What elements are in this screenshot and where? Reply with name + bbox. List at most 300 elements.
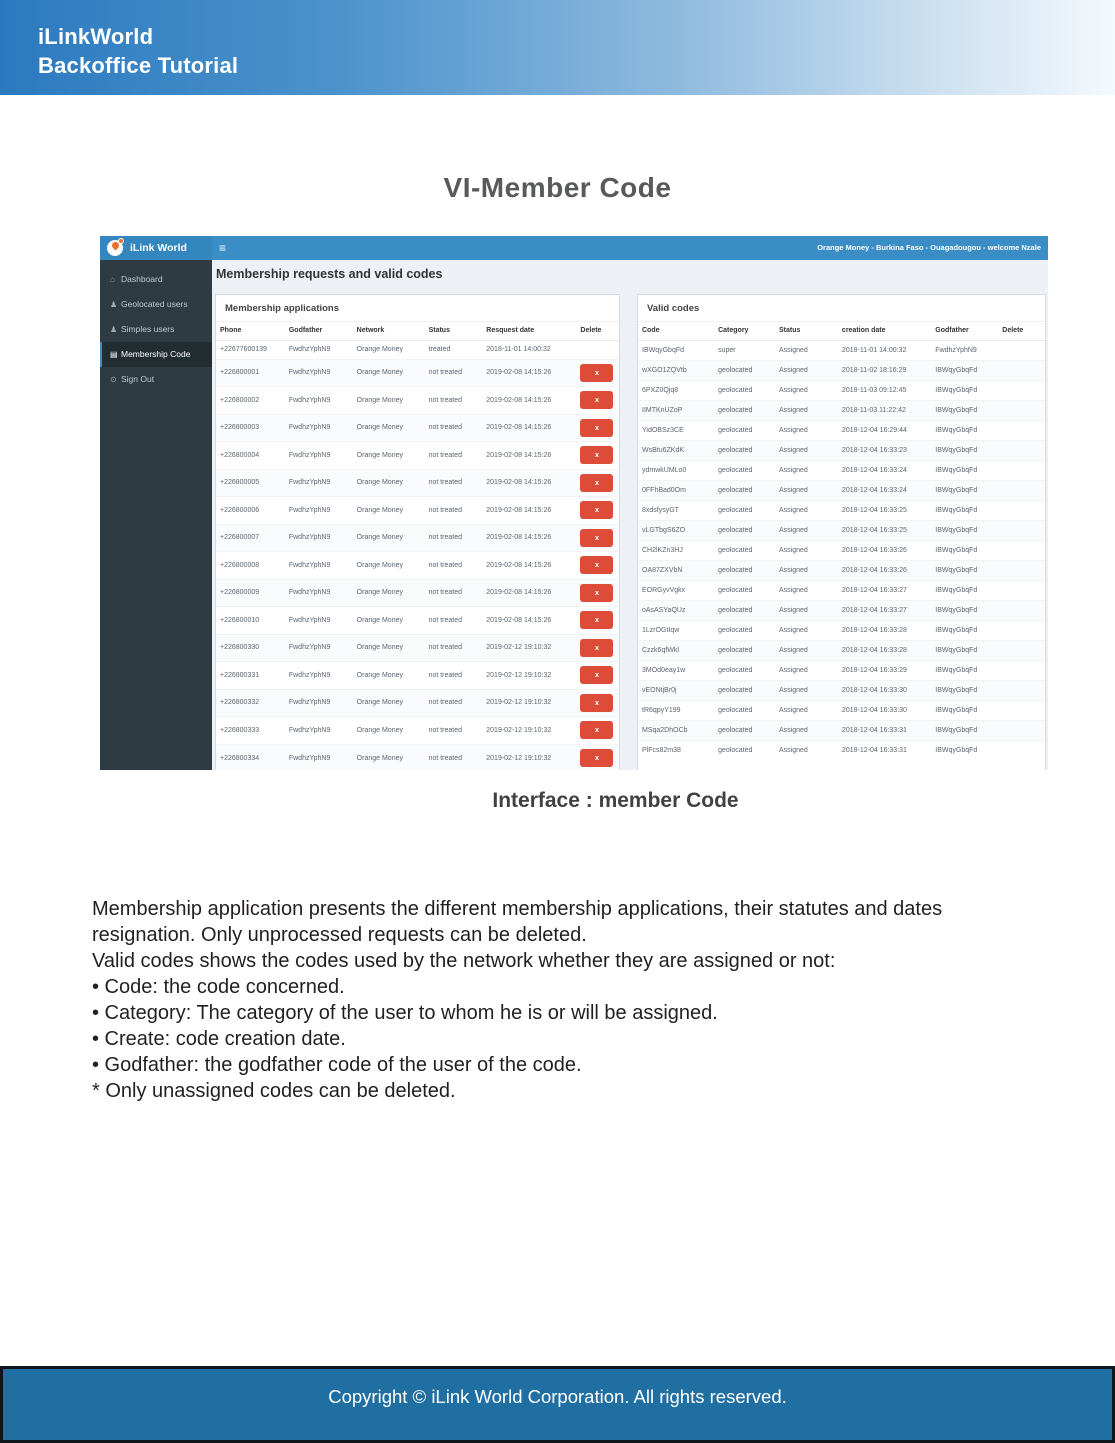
table-cell: wXGO1ZQVtb (638, 360, 714, 380)
table-cell: Assigned (775, 700, 838, 720)
applications-header-row (216, 322, 619, 340)
navbar-welcome-text: Orange Money - Burkina Faso - Ouagadougou - welcome Nzale (817, 243, 1041, 252)
delete-button[interactable]: x (580, 529, 613, 547)
table-cell: Orange Money (353, 607, 425, 635)
table-cell: ydmwkUMLo0 (638, 460, 714, 480)
table-cell: not treated (425, 607, 483, 635)
table-row (638, 720, 1045, 740)
sidebar-item-label: Geolocated users (121, 299, 188, 309)
table-cell: 2018-12-04 16:33:31 (838, 740, 931, 760)
delete-button[interactable]: x (580, 749, 613, 767)
table-cell: not treated (425, 359, 483, 387)
id-card-icon: ▤ (110, 350, 118, 359)
table-cell: geolocated (714, 380, 775, 400)
delete-cell (998, 720, 1045, 740)
table-cell: FwdhzYphN9 (285, 717, 353, 745)
table-cell: geolocated (714, 500, 775, 520)
table-cell: FwdhzYphN9 (285, 524, 353, 552)
table-cell: Assigned (775, 340, 838, 360)
table-cell: +226800334 (216, 744, 285, 770)
column-header: Godfather (285, 322, 353, 340)
table-cell: 2018-12-04 16:33:31 (838, 720, 931, 740)
table-cell: 6PXZ0Qjq8 (638, 380, 714, 400)
body-text-line: • Create: code creation date. (92, 1028, 346, 1050)
table-cell: not treated (425, 387, 483, 415)
table-cell: geolocated (714, 640, 775, 660)
table-cell: 2019-02-12 19:10:32 (482, 662, 576, 690)
codes-header-row (638, 322, 1045, 340)
hamburger-menu-icon[interactable]: ≡ (219, 241, 227, 255)
home-icon: ⌂ (110, 275, 115, 284)
table-row (638, 440, 1045, 460)
delete-cell (576, 717, 619, 745)
table-row (216, 387, 619, 415)
table-cell: EORGyvVgkx (638, 580, 714, 600)
table-cell: 2019-02-08 14:15:26 (482, 524, 576, 552)
table-cell: IBWqyGbqFd (931, 520, 998, 540)
screenshot-caption: Interface : member Code (492, 789, 739, 812)
table-cell: 2018-11-03 11:22:42 (838, 400, 931, 420)
table-row (638, 580, 1045, 600)
table-cell: Assigned (775, 420, 838, 440)
table-row (638, 660, 1045, 680)
table-cell: 2019-02-08 14:15:26 (482, 579, 576, 607)
table-cell: Assigned (775, 640, 838, 660)
table-cell: 2019-02-12 19:10:32 (482, 717, 576, 745)
table-cell: not treated (425, 497, 483, 525)
table-cell: Orange Money (353, 414, 425, 442)
delete-cell (998, 620, 1045, 640)
table-cell: FwdhzYphN9 (285, 634, 353, 662)
table-cell: FwdhzYphN9 (285, 689, 353, 717)
column-header: Godfather (931, 322, 998, 340)
table-cell: IBWqyGbqFd (931, 580, 998, 600)
delete-cell (998, 700, 1045, 720)
table-cell: Assigned (775, 500, 838, 520)
delete-button[interactable]: x (580, 639, 613, 657)
table-cell: not treated (425, 744, 483, 770)
table-cell: +226800004 (216, 442, 285, 470)
column-header: Status (425, 322, 483, 340)
table-row (216, 689, 619, 717)
table-cell: 2019-02-12 19:10:32 (482, 634, 576, 662)
table-cell: 2018-12-04 16:33:26 (838, 540, 931, 560)
column-header: Status (775, 322, 838, 340)
table-cell: IBWqyGbqFd (931, 460, 998, 480)
table-cell: geolocated (714, 420, 775, 440)
table-cell: IBWqyGbqFd (931, 600, 998, 620)
sidebar-item-sign-out[interactable] (100, 367, 212, 392)
table-cell: FwdhzYphN9 (285, 387, 353, 415)
table-cell: 2019-02-08 14:15:26 (482, 387, 576, 415)
table-row (638, 620, 1045, 640)
table-cell: geolocated (714, 580, 775, 600)
table-row (638, 520, 1045, 540)
table-cell: +226800008 (216, 552, 285, 580)
table-row (216, 662, 619, 690)
app-screenshot (100, 236, 1048, 770)
table-cell: 2018-11-02 18:16:29 (838, 360, 931, 380)
document-header-line1: iLinkWorld (38, 24, 154, 49)
table-cell: not treated (425, 634, 483, 662)
table-cell: +226800009 (216, 579, 285, 607)
table-cell: 3MOd0eay1w (638, 660, 714, 680)
users-icon: ♟ (110, 325, 118, 334)
delete-cell (998, 520, 1045, 540)
table-cell: FwdhzYphN9 (285, 340, 353, 359)
body-text-line: • Category: The category of the user to whom he is or will be assigned. (92, 1002, 718, 1024)
table-cell: +226800333 (216, 717, 285, 745)
table-cell: Assigned (775, 400, 838, 420)
column-header: Code (638, 322, 714, 340)
table-row (638, 600, 1045, 620)
table-cell: IBWqyGbqFd (931, 680, 998, 700)
table-cell: geolocated (714, 620, 775, 640)
document-footer: Copyright © iLink World Corporation. All rights reserved. (0, 1366, 1115, 1443)
sidebar-item-simples-users[interactable] (100, 317, 212, 342)
delete-cell (998, 360, 1045, 380)
table-row (216, 497, 619, 525)
delete-cell (576, 524, 619, 552)
table-row (216, 414, 619, 442)
delete-cell (576, 744, 619, 770)
delete-button[interactable]: x (580, 474, 613, 492)
table-cell: not treated (425, 414, 483, 442)
table-cell: IBWqyGbqFd (931, 560, 998, 580)
table-cell: Assigned (775, 740, 838, 760)
table-cell: IBWqyGbqFd (931, 500, 998, 520)
table-cell: FwdhzYphN9 (285, 662, 353, 690)
table-cell: Assigned (775, 360, 838, 380)
delete-cell (998, 500, 1045, 520)
table-cell: +226800006 (216, 497, 285, 525)
delete-cell (998, 560, 1045, 580)
delete-cell (576, 469, 619, 497)
table-cell: Assigned (775, 540, 838, 560)
delete-cell (998, 440, 1045, 460)
table-row (216, 442, 619, 470)
table-row (216, 524, 619, 552)
applications-table (216, 322, 619, 770)
delete-button[interactable]: x (580, 721, 613, 739)
table-cell: 2019-02-08 14:15:26 (482, 414, 576, 442)
table-row (216, 552, 619, 580)
table-cell: Orange Money (353, 634, 425, 662)
table-cell: not treated (425, 552, 483, 580)
table-cell: 1LzrOGtIqw (638, 620, 714, 640)
table-cell: Orange Money (353, 552, 425, 580)
table-cell: +226800001 (216, 359, 285, 387)
delete-button[interactable]: x (580, 364, 613, 382)
sidebar-item-geolocated-users[interactable] (100, 292, 212, 317)
sidebar-item-dashboard[interactable] (100, 267, 212, 292)
delete-cell (998, 740, 1045, 760)
delete-cell (998, 420, 1045, 440)
table-cell: Assigned (775, 560, 838, 580)
table-row (638, 420, 1045, 440)
table-row (638, 700, 1045, 720)
table-cell: super (714, 340, 775, 360)
table-row (216, 579, 619, 607)
table-cell: +226800332 (216, 689, 285, 717)
table-cell: Orange Money (353, 359, 425, 387)
table-cell: FwdhzYphN9 (285, 552, 353, 580)
table-cell: geolocated (714, 520, 775, 540)
delete-button[interactable]: x (580, 666, 613, 684)
table-cell: 2018-12-04 16:33:26 (838, 560, 931, 580)
table-row (638, 400, 1045, 420)
table-cell: geolocated (714, 740, 775, 760)
table-cell: 2018-12-04 16:29:44 (838, 420, 931, 440)
delete-cell (576, 662, 619, 690)
table-cell: +22677600139 (216, 340, 285, 359)
applications-panel-title: Membership applications (216, 295, 619, 322)
table-row (638, 360, 1045, 380)
page-title: VI-Member Code (443, 172, 672, 203)
table-row (638, 460, 1045, 480)
table-cell: Czzk6qfWkl (638, 640, 714, 660)
column-header: Category (714, 322, 775, 340)
table-row (638, 380, 1045, 400)
table-cell: Orange Money (353, 717, 425, 745)
delete-button[interactable]: x (580, 446, 613, 464)
app-navbar (100, 236, 1048, 260)
table-cell: Orange Money (353, 442, 425, 470)
table-cell: OA87ZXVbN (638, 560, 714, 580)
table-cell: 2018-12-04 16:33:30 (838, 700, 931, 720)
table-cell: geolocated (714, 400, 775, 420)
table-cell: 2019-02-12 19:10:32 (482, 744, 576, 770)
table-row (638, 480, 1045, 500)
table-cell: Orange Money (353, 579, 425, 607)
delete-cell (998, 540, 1045, 560)
table-row (216, 469, 619, 497)
table-cell: Orange Money (353, 744, 425, 770)
delete-button[interactable]: x (580, 611, 613, 629)
delete-cell (576, 579, 619, 607)
table-row (216, 634, 619, 662)
delete-cell (576, 359, 619, 387)
delete-cell (998, 340, 1045, 360)
delete-cell (998, 460, 1045, 480)
delete-button[interactable]: x (580, 584, 613, 602)
table-cell: 2019-02-08 14:15:26 (482, 552, 576, 580)
table-row (216, 744, 619, 770)
table-cell: Orange Money (353, 340, 425, 359)
table-row (216, 607, 619, 635)
app-brand[interactable] (100, 236, 212, 260)
table-cell: IBWqyGbqFd (931, 540, 998, 560)
app-brand-label: iLink World (130, 242, 187, 254)
table-cell: 2018-11-01 14:00:32 (482, 340, 576, 359)
table-cell: IBWqyGbqFd (931, 740, 998, 760)
table-cell: FwdhzYphN9 (285, 579, 353, 607)
app-sidebar (100, 260, 212, 770)
column-header: Delete (576, 322, 619, 340)
body-text (92, 896, 1052, 1104)
delete-cell (998, 380, 1045, 400)
table-row (638, 540, 1045, 560)
codes-panel-title: Valid codes (638, 295, 1045, 322)
table-cell: MSqa2DhOCb (638, 720, 714, 740)
delete-cell (998, 640, 1045, 660)
table-cell: oAsASYaQUz (638, 600, 714, 620)
table-cell: Assigned (775, 460, 838, 480)
table-cell: IBWqyGbqFd (931, 380, 998, 400)
table-cell: Assigned (775, 520, 838, 540)
table-cell: +226800003 (216, 414, 285, 442)
table-cell: geolocated (714, 720, 775, 740)
sidebar-item-label: Sign Out (121, 374, 155, 384)
delete-button[interactable]: x (580, 694, 613, 712)
delete-cell (998, 400, 1045, 420)
column-header: Network (353, 322, 425, 340)
delete-button[interactable]: x (580, 501, 613, 519)
table-row (638, 500, 1045, 520)
table-cell: geolocated (714, 560, 775, 580)
table-cell: FwdhzYphN9 (285, 744, 353, 770)
table-cell: FwdhzYphN9 (931, 340, 998, 360)
content-heading: Membership requests and valid codes (216, 267, 443, 281)
table-cell: Orange Money (353, 387, 425, 415)
table-cell: +226800002 (216, 387, 285, 415)
table-cell: 2018-11-03 09:12:45 (838, 380, 931, 400)
table-cell: Orange Money (353, 662, 425, 690)
delete-cell (576, 552, 619, 580)
table-cell: IBWqyGbqFd (638, 340, 714, 360)
table-cell: +226800010 (216, 607, 285, 635)
table-cell: tR6qpyY199 (638, 700, 714, 720)
table-cell: 8xdsfysyGT (638, 500, 714, 520)
table-cell: 2018-12-04 16:33:25 (838, 500, 931, 520)
table-cell: FwdhzYphN9 (285, 469, 353, 497)
table-cell: IBWqyGbqFd (931, 440, 998, 460)
table-cell: FwdhzYphN9 (285, 414, 353, 442)
table-cell: not treated (425, 469, 483, 497)
delete-cell (576, 442, 619, 470)
ilink-logo-icon (107, 240, 123, 256)
table-cell: 2018-12-04 16:33:28 (838, 620, 931, 640)
delete-cell (576, 387, 619, 415)
table-cell: not treated (425, 524, 483, 552)
table-cell: 2018-12-04 16:33:29 (838, 660, 931, 680)
delete-cell (576, 607, 619, 635)
table-cell: 2018-12-04 16:33:28 (838, 640, 931, 660)
table-cell: not treated (425, 689, 483, 717)
delete-cell (576, 689, 619, 717)
table-cell: geolocated (714, 540, 775, 560)
table-cell: 2019-02-08 14:15:26 (482, 359, 576, 387)
document-header (0, 0, 1115, 95)
table-cell: 2018-11-01 14:00:32 (838, 340, 931, 360)
table-cell: CH2lKZn3HJ (638, 540, 714, 560)
table-cell: IBWqyGbqFd (931, 420, 998, 440)
table-cell: Assigned (775, 580, 838, 600)
delete-cell (576, 497, 619, 525)
delete-cell (576, 340, 619, 359)
sidebar-item-membership-code[interactable] (100, 342, 212, 367)
table-cell: Assigned (775, 480, 838, 500)
table-cell: Assigned (775, 600, 838, 620)
column-header: creation date (838, 322, 931, 340)
document-header-line2: Backoffice Tutorial (38, 53, 239, 78)
table-cell: Orange Money (353, 469, 425, 497)
valid-codes-panel (637, 294, 1046, 770)
sidebar-item-label: Dashboard (121, 274, 163, 284)
table-cell: FwdhzYphN9 (285, 497, 353, 525)
table-cell: vEONtjBr0j (638, 680, 714, 700)
table-cell: IBWqyGbqFd (931, 620, 998, 640)
table-cell: IBWqyGbqFd (931, 640, 998, 660)
table-cell: 2019-02-08 14:15:26 (482, 469, 576, 497)
table-row (638, 680, 1045, 700)
table-cell: +226800330 (216, 634, 285, 662)
delete-cell (576, 414, 619, 442)
table-cell: not treated (425, 579, 483, 607)
table-cell: 2018-12-04 16:33:27 (838, 580, 931, 600)
table-cell: geolocated (714, 600, 775, 620)
table-cell: not treated (425, 442, 483, 470)
table-cell: 2019-02-08 14:15:26 (482, 497, 576, 525)
table-cell: YidOBSz3CE (638, 420, 714, 440)
table-cell: +226800331 (216, 662, 285, 690)
table-cell: IBWqyGbqFd (931, 360, 998, 380)
table-cell: IIMTKnUZoP (638, 400, 714, 420)
delete-button[interactable]: x (580, 391, 613, 409)
table-cell: IBWqyGbqFd (931, 700, 998, 720)
body-text-line: • Code: the code concerned. (92, 976, 345, 998)
table-cell: Assigned (775, 660, 838, 680)
table-cell: +226800005 (216, 469, 285, 497)
table-cell: Orange Money (353, 689, 425, 717)
delete-button[interactable]: x (580, 556, 613, 574)
table-row (638, 640, 1045, 660)
delete-button[interactable]: x (580, 419, 613, 437)
table-cell: Assigned (775, 380, 838, 400)
body-text-line: • Godfather: the godfather code of the user of the code. (92, 1054, 582, 1076)
table-cell: not treated (425, 662, 483, 690)
body-text-line: * Only unassigned codes can be deleted. (92, 1080, 456, 1102)
table-cell: IBWqyGbqFd (931, 480, 998, 500)
table-cell: 2018-12-04 16:33:25 (838, 520, 931, 540)
table-cell: FwdhzYphN9 (285, 359, 353, 387)
table-cell: treated (425, 340, 483, 359)
column-header: Resquest date (482, 322, 576, 340)
delete-cell (998, 600, 1045, 620)
table-cell: IBWqyGbqFd (931, 660, 998, 680)
delete-cell (998, 680, 1045, 700)
body-text-line: Membership application presents the different membership applications, their statutes and dates (92, 898, 943, 920)
table-row (216, 359, 619, 387)
table-cell: not treated (425, 717, 483, 745)
table-cell: 2018-12-04 16:33:27 (838, 600, 931, 620)
table-cell: 2019-02-12 19:10:32 (482, 689, 576, 717)
table-cell: FwdhzYphN9 (285, 442, 353, 470)
table-cell: Orange Money (353, 524, 425, 552)
table-row (638, 740, 1045, 760)
membership-applications-panel (215, 294, 620, 770)
table-cell: 2018-12-04 16:33:24 (838, 460, 931, 480)
table-row (638, 560, 1045, 580)
table-cell: 2018-12-04 16:33:24 (838, 480, 931, 500)
sidebar-item-label: Membership Code (121, 349, 191, 359)
table-cell: PlFcs82m38 (638, 740, 714, 760)
table-cell: 2018-12-04 16:33:23 (838, 440, 931, 460)
table-row (216, 340, 619, 359)
table-cell: 2019-02-08 14:15:26 (482, 607, 576, 635)
power-icon: ⊙ (110, 375, 117, 384)
table-cell: WsBtu6ZKdK (638, 440, 714, 460)
